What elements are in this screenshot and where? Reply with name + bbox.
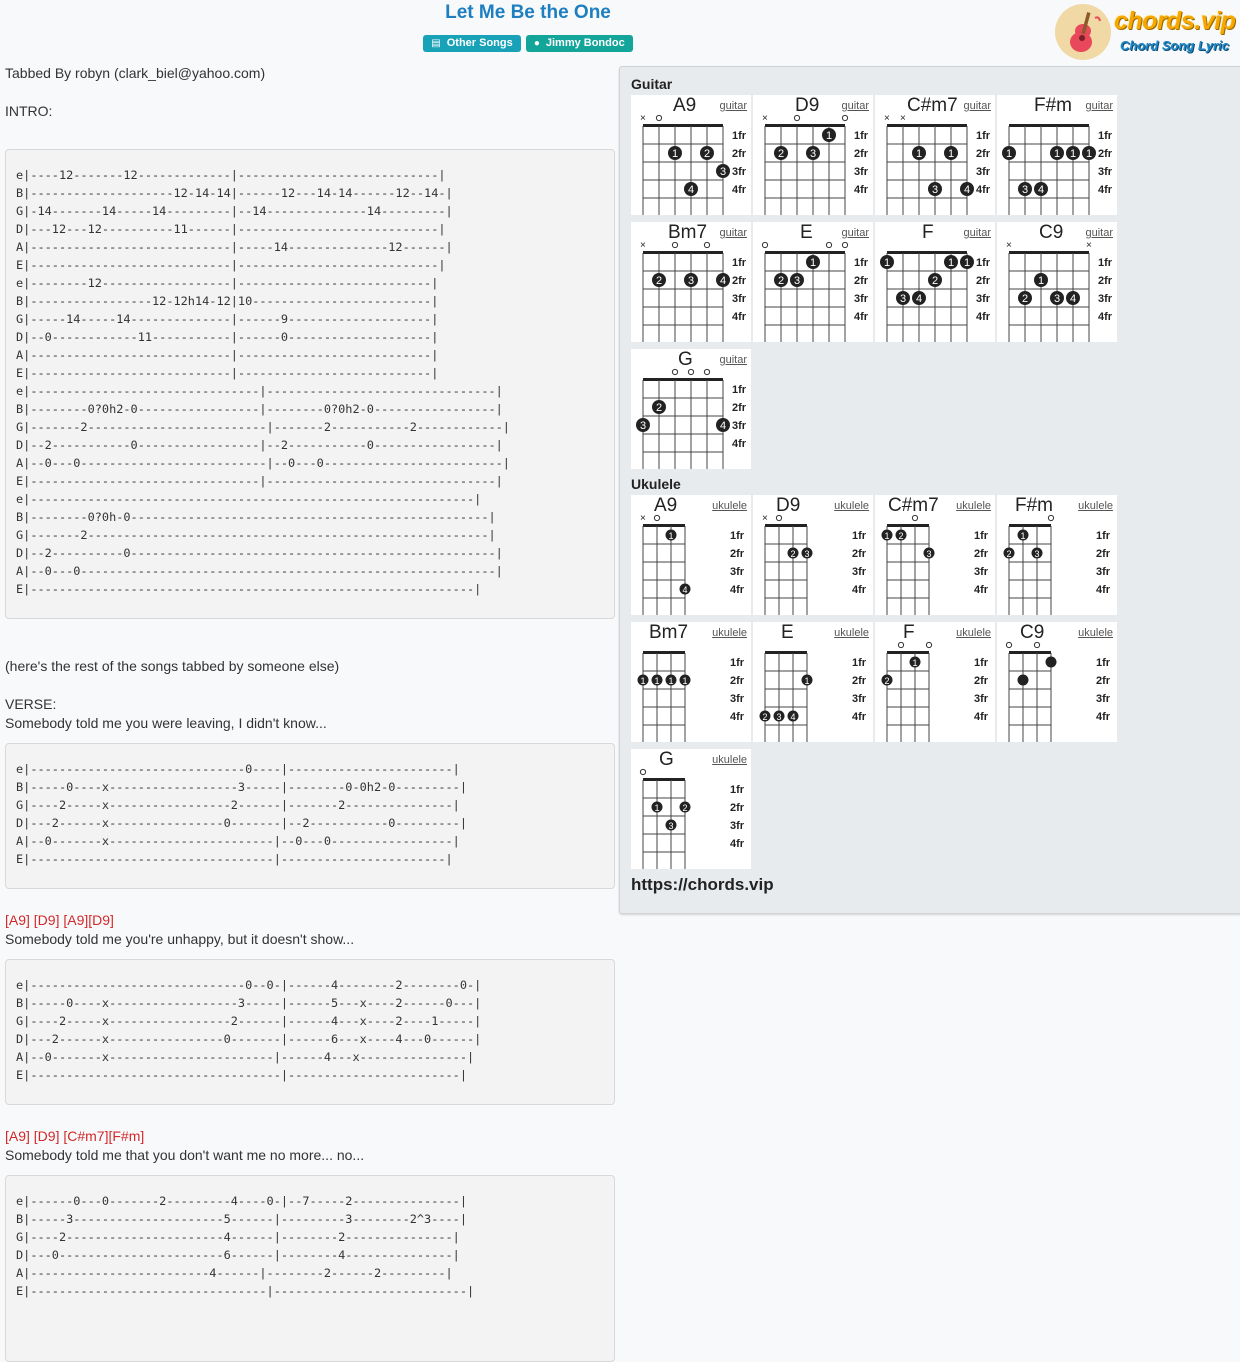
fret-label: 1fr [974, 657, 989, 669]
fret-label: 3fr [730, 566, 745, 578]
finger-number: 3 [926, 549, 932, 559]
chord-name: G [659, 749, 674, 770]
instrument-link[interactable]: guitar [1085, 227, 1113, 239]
finger-number: 2 [655, 402, 663, 414]
finger-number: 3 [899, 293, 907, 305]
fret-label: 4fr [730, 711, 745, 723]
open-string-marker [640, 769, 645, 774]
fret-label: 2fr [854, 148, 869, 160]
fret-label: 1fr [1098, 257, 1113, 269]
instrument-link[interactable]: ukulele [834, 627, 869, 639]
fret-label: 3fr [1096, 693, 1111, 705]
finger-number: 4 [963, 184, 971, 196]
chord-line[interactable]: [A9] [D9] [A9][D9] [5, 912, 114, 928]
logo-brand: chords.vip [1114, 7, 1236, 35]
finger-number: 3 [809, 148, 817, 160]
fret-label: 3fr [976, 166, 991, 178]
finger-number: 4 [719, 275, 727, 287]
fret-label: 2fr [732, 275, 747, 287]
finger-number: 1 [640, 676, 646, 686]
finger-number: 1 [915, 148, 923, 160]
fret-label: 2fr [974, 675, 989, 687]
guitar-chord-card[interactable] [631, 349, 751, 469]
finger-number: 3 [1053, 293, 1061, 305]
instrument-link[interactable]: guitar [719, 354, 747, 366]
chord-name: A9 [673, 95, 697, 116]
fret-label: 4fr [974, 584, 989, 596]
ukulele-chord-card[interactable] [631, 749, 751, 869]
fret-label: 4fr [854, 311, 869, 323]
fret-label: 1fr [732, 257, 747, 269]
fret-label: 2fr [854, 275, 869, 287]
open-string-marker [926, 642, 931, 647]
instrument-link[interactable]: guitar [963, 100, 991, 112]
fret-label: 1fr [1098, 130, 1113, 142]
ukulele-chord-card[interactable] [875, 622, 995, 742]
fret-label: 3fr [732, 166, 747, 178]
chord-diagram [997, 622, 1117, 742]
fret-label: 1fr [976, 257, 991, 269]
chord-sidebar [619, 66, 1240, 914]
finger-number: 4 [682, 585, 688, 595]
instrument-link[interactable]: ukulele [712, 500, 747, 512]
instrument-link[interactable]: guitar [963, 227, 991, 239]
instrument-link[interactable]: ukulele [712, 627, 747, 639]
fret-label: 1fr [852, 530, 867, 542]
finger-number: 4 [1069, 293, 1077, 305]
finger-number: 2 [682, 803, 688, 813]
fret-label: 4fr [976, 311, 991, 323]
open-string-marker [672, 369, 677, 374]
instrument-link[interactable]: ukulele [1078, 500, 1113, 512]
ukulele-chord-card[interactable] [875, 495, 995, 615]
fret-label: 1fr [852, 657, 867, 669]
chord-name: E [800, 222, 813, 243]
chord-name: D9 [795, 95, 820, 116]
lyric-line: Somebody told me you were leaving, I didn't know... [5, 715, 327, 731]
fret-label: 4fr [730, 584, 745, 596]
finger-number: 1 [804, 676, 810, 686]
finger-number: 3 [1034, 549, 1040, 559]
open-string-marker [842, 242, 847, 247]
finger-number: 1 [668, 531, 674, 541]
instrument-link[interactable]: ukulele [956, 500, 991, 512]
finger-number: 1 [671, 148, 679, 160]
fret-label: 4fr [976, 184, 991, 196]
logo-tagline: Chord Song Lyric [1120, 38, 1230, 53]
finger-number: 3 [687, 275, 695, 287]
book-icon: ▤ [431, 38, 441, 49]
fret-label: 3fr [854, 166, 869, 178]
finger-number: 1 [654, 803, 660, 813]
chord-name: E [781, 622, 794, 643]
chord-name: F#m [1015, 495, 1053, 516]
fret-label: 2fr [730, 802, 745, 814]
finger-number: 1 [1020, 531, 1026, 541]
muted-string-marker: × [1086, 240, 1092, 251]
chord-diagram [875, 222, 995, 342]
fret-label: 1fr [730, 784, 745, 796]
chord-name: D9 [776, 495, 801, 516]
finger-number: 2 [762, 712, 768, 722]
fret-label: 1fr [1096, 657, 1111, 669]
fret-label: 4fr [732, 438, 747, 450]
finger-number: 3 [931, 184, 939, 196]
tab-credit: Tabbed By robyn (clark_biel@yahoo.com) [5, 65, 266, 81]
finger-number: 2 [1006, 549, 1012, 559]
fret-label: 2fr [730, 548, 745, 560]
finger-number: 1 [1037, 275, 1045, 287]
fret-label: 2fr [1096, 548, 1111, 560]
finger-number: 2 [931, 275, 939, 287]
instrument-link[interactable]: ukulele [712, 754, 747, 766]
open-string-marker [842, 115, 847, 120]
fret-label: 1fr [854, 130, 869, 142]
fret-label: 4fr [852, 584, 867, 596]
instrument-link[interactable]: guitar [1085, 100, 1113, 112]
finger-number: 3 [793, 275, 801, 287]
ukulele-chord-card[interactable] [753, 495, 873, 615]
chord-name: C9 [1039, 222, 1064, 243]
instrument-link[interactable]: ukulele [956, 627, 991, 639]
finger-number: 4 [915, 293, 923, 305]
finger-number: 2 [898, 531, 904, 541]
ukulele-chord-card[interactable] [753, 622, 873, 742]
fret-label: 4fr [732, 311, 747, 323]
muted-string-marker: × [762, 513, 768, 524]
finger-dot [1046, 657, 1057, 668]
fret-label: 1fr [854, 257, 869, 269]
fret-label: 3fr [732, 420, 747, 432]
muted-string-marker: × [1006, 240, 1012, 251]
guitar-chord-card[interactable] [631, 222, 751, 342]
fret-label: 3fr [974, 693, 989, 705]
muted-string-marker: × [900, 113, 906, 124]
chord-name: F#m [1034, 95, 1072, 116]
finger-number: 3 [776, 712, 782, 722]
guitar-icon [1055, 4, 1111, 60]
tab-block-verse-2: e|------------------------------0--0-|------4--------2--------0-| B|-----0----x------------------3-----|------5---x----2------0---| G|----2-----x-----------------2------|------4---x----2----1-----| D|---2------x----------------0-------|------6---x----4---0------| A|--0-------x-----------------------|------4---x---------------| E|-----------------------------------|------------------------| [5, 959, 615, 1105]
fret-label: 3fr [730, 693, 745, 705]
fret-label: 4fr [1098, 311, 1113, 323]
artist-label: Jimmy Bondoc [545, 37, 625, 49]
fret-label: 2fr [976, 148, 991, 160]
fret-label: 3fr [730, 820, 745, 832]
ukulele-section-label: Ukulele [631, 476, 681, 492]
instrument-link[interactable]: guitar [719, 227, 747, 239]
tab-block-verse-3: e|------0---0-------2---------4----0-|--7-----2---------------| B|-----3---------------------5------|---------3--------2^3----| G|----2----------------------4------|--------2---------------| D|---0-----------------------6------|--------4---------------| A|-------------------------4------|--------2------2---------| E|---------------------------------|---------------------------| [5, 1175, 615, 1362]
finger-number: 2 [790, 549, 796, 559]
fret-label: 3fr [1096, 566, 1111, 578]
instrument-link[interactable]: ukulele [834, 500, 869, 512]
guitar-chord-card[interactable] [875, 222, 995, 342]
fret-label: 3fr [852, 693, 867, 705]
muted-string-marker: × [884, 113, 890, 124]
instrument-link[interactable]: guitar [841, 227, 869, 239]
finger-number: 4 [719, 420, 727, 432]
site-url[interactable]: https://chords.vip [631, 875, 774, 894]
guitar-chord-card[interactable] [997, 222, 1117, 342]
chord-diagram [753, 222, 873, 342]
finger-number: 1 [1069, 148, 1077, 160]
fret-label: 2fr [974, 548, 989, 560]
finger-number: 3 [668, 821, 674, 831]
finger-number: 1 [668, 676, 674, 686]
site-logo[interactable] [1054, 3, 1234, 63]
user-icon: ● [533, 38, 540, 49]
song-badges [0, 35, 1056, 52]
finger-number: 2 [655, 275, 663, 287]
muted-string-marker: × [762, 113, 768, 124]
fret-label: 2fr [852, 548, 867, 560]
finger-number: 1 [947, 148, 955, 160]
finger-number: 1 [947, 257, 955, 269]
guitar-chord-card[interactable] [753, 95, 873, 215]
fret-label: 1fr [976, 130, 991, 142]
tab-block-verse-1: e|------------------------------0----|-----------------------| B|-----0----x------------------3-----|--------0-0h2-0---------| G|----2-----x-----------------2------|-------2---------------| D|---2------x----------------0-------|--2-----------0---------| A|--0-------x-----------------------|--0---0-----------------| E|----------------------------------|-----------------------| [5, 743, 615, 889]
fret-label: 1fr [732, 384, 747, 396]
finger-number: 1 [1005, 148, 1013, 160]
chord-diagram [631, 495, 751, 615]
fret-label: 1fr [732, 130, 747, 142]
chord-name: Bm7 [649, 622, 689, 643]
fret-label: 4fr [732, 184, 747, 196]
muted-string-marker: × [640, 113, 646, 124]
finger-number: 1 [1085, 148, 1093, 160]
fret-label: 3fr [852, 566, 867, 578]
fret-label: 2fr [852, 675, 867, 687]
ukulele-chord-card[interactable] [997, 622, 1117, 742]
fret-label: 3fr [976, 293, 991, 305]
guitar-section-label: Guitar [631, 76, 673, 92]
finger-number: 1 [963, 257, 971, 269]
finger-number: 3 [1021, 184, 1029, 196]
chord-name: F [903, 622, 915, 643]
finger-number: 4 [1037, 184, 1045, 196]
finger-number: 2 [777, 275, 785, 287]
fret-label: 3fr [1098, 293, 1113, 305]
ukulele-chord-card[interactable] [997, 495, 1117, 615]
fret-label: 4fr [1096, 584, 1111, 596]
finger-number: 3 [804, 549, 810, 559]
finger-number: 1 [809, 257, 817, 269]
fret-label: 2fr [732, 148, 747, 160]
fret-label: 3fr [732, 293, 747, 305]
chord-name: C9 [1020, 622, 1045, 643]
finger-number: 2 [1021, 293, 1029, 305]
open-string-marker [826, 242, 831, 247]
finger-number: 2 [777, 148, 785, 160]
muted-string-marker: × [640, 513, 646, 524]
fret-label: 4fr [854, 184, 869, 196]
chord-name: C#m7 [907, 95, 958, 116]
ukulele-chord-card[interactable] [631, 622, 751, 742]
tab-block-intro: e|----12-------12-------------|----------------------------| B|--------------------12-14-14|------12---14-14------12--14-| G|-14-------14-----14---------|--14--------------14---------| D|---12---12----------11------|----------------------------| A|----------------------------|-----14--------------12------| E|----------------------------|----------------------------| e|--------12------------------|---------------------------| B|-----------------12-12h14-12|10-------------------------| G|-----14-----14--------------|------9--------------------| D|--0------------11-----------|------0--------------------| A|----------------------------|---------------------------| E|----------------------------|---------------------------| e|--------------------------------|--------------------------------| B|--------0?0h2-0-----------------|--------0?0h2-0-----------------| G|-------2-------------------------|-------2-----------2------------| D|--2-----------0-----------------|--2-----------0-----------------| A|--0---0--------------------------|--0---0-------------------------| E|--------------------------------|--------------------------------| e|--------------------------------------------------------------| B|--------0?0h-0--------------------------------------------------| G|-------2--------------------------------------------------------| D|--2----------0---------------------------------------------------| A|--0---0----------------------------------------------------------| E|--------------------------------------------------------------| [5, 149, 615, 619]
fret-label: 4fr [1098, 184, 1113, 196]
guitar-chord-card[interactable] [631, 95, 751, 215]
fret-label: 2fr [976, 275, 991, 287]
fret-label: 4fr [974, 711, 989, 723]
fret-label: 1fr [974, 530, 989, 542]
fret-label: 2fr [1096, 675, 1111, 687]
fret-label: 4fr [1096, 711, 1111, 723]
fret-label: 1fr [1096, 530, 1111, 542]
chord-name: A9 [654, 495, 678, 516]
open-string-marker [704, 369, 709, 374]
guitar-chord-card[interactable] [753, 222, 873, 342]
instrument-link[interactable]: guitar [719, 100, 747, 112]
finger-number: 1 [883, 257, 891, 269]
chord-name: F [922, 222, 934, 243]
fret-label: 3fr [1098, 166, 1113, 178]
chord-name: G [678, 349, 693, 370]
fret-label: 2fr [730, 675, 745, 687]
fret-label: 4fr [730, 838, 745, 850]
fret-label: 3fr [974, 566, 989, 578]
finger-number: 2 [703, 148, 711, 160]
finger-number: 2 [884, 676, 890, 686]
chord-diagram [753, 495, 873, 615]
fret-label: 2fr [732, 402, 747, 414]
instrument-link[interactable]: guitar [841, 100, 869, 112]
finger-number: 4 [790, 712, 796, 722]
finger-number: 3 [639, 420, 647, 432]
muted-string-marker: × [640, 240, 646, 251]
finger-number: 1 [654, 676, 660, 686]
finger-number: 1 [912, 658, 918, 668]
chord-diagram [753, 622, 873, 742]
chord-line[interactable]: [A9] [D9] [C#m7][F#m] [5, 1128, 145, 1144]
finger-dot [1018, 675, 1029, 686]
fret-label: 4fr [852, 711, 867, 723]
fret-label: 3fr [854, 293, 869, 305]
finger-number: 3 [719, 166, 727, 178]
chord-name: Bm7 [668, 222, 708, 243]
finger-number: 1 [884, 531, 890, 541]
intro-label: INTRO: [5, 103, 53, 119]
chord-diagram [631, 749, 751, 869]
finger-number: 1 [1053, 148, 1061, 160]
fret-label: 1fr [730, 530, 745, 542]
note-text: (here's the rest of the songs tabbed by someone else) [5, 658, 340, 674]
finger-number: 4 [687, 184, 695, 196]
category-label: Other Songs [446, 37, 513, 49]
lyric-line: Somebody told me that you don't want me no more... no... [5, 1147, 365, 1163]
category-badge[interactable] [423, 35, 520, 52]
chord-name: C#m7 [888, 495, 939, 516]
finger-number: 1 [682, 676, 688, 686]
artist-badge[interactable] [526, 35, 633, 52]
open-string-marker [762, 242, 767, 247]
open-string-marker [1006, 642, 1011, 647]
guitar-chord-card[interactable] [875, 95, 995, 215]
song-content [5, 64, 615, 1362]
fret-label: 2fr [1098, 275, 1113, 287]
instrument-link[interactable]: ukulele [1078, 627, 1113, 639]
song-title: Let Me Be the One [445, 2, 611, 23]
ukulele-chord-card[interactable] [631, 495, 751, 615]
lyric-line: Somebody told me you're unhappy, but it doesn't show... [5, 931, 355, 947]
chord-diagram [875, 622, 995, 742]
fret-label: 1fr [730, 657, 745, 669]
finger-number: 1 [825, 130, 833, 142]
verse-label: VERSE: [5, 696, 57, 712]
open-string-marker [656, 115, 661, 120]
fret-label: 2fr [1098, 148, 1113, 160]
guitar-chord-card[interactable] [997, 95, 1117, 215]
